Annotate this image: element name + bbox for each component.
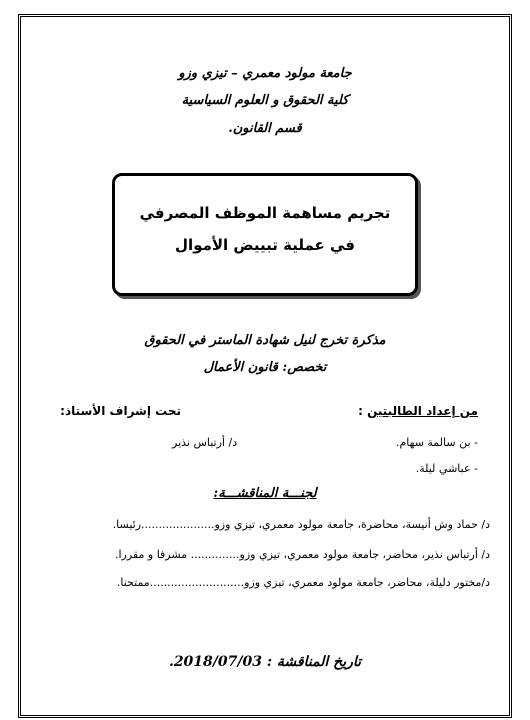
faculty-name: كلية الحقوق و العلوم السياسية (181, 93, 349, 108)
students-heading (358, 404, 478, 418)
student-2: - عباشي ليلة. (415, 462, 478, 475)
university-name: جامعة مولود معمري – تيزي وزو (178, 66, 352, 81)
students-heading-text: من إعداد الطالبتين (367, 404, 478, 418)
committee-member-3: د/مختور دليلة، محاضر، جامعة مولود معمري، تيزي وزو...........................ممتحنا. (116, 576, 490, 589)
specialty-value: قانون الأعمال (203, 360, 278, 375)
committee-heading-text: لجنـــة المناقشـــة: (213, 486, 317, 501)
committee-member-1: د/ حماد وش أنيسة، محاضرة، جامعة مولود معمري، تيزي وزو.....................رئيسا. (112, 518, 490, 531)
supervisor-name: د/ أرتباس نذير (172, 436, 238, 449)
department-name: قسم القانون. (228, 121, 302, 136)
thesis-title-line-2: في عملية تبييض الأموال (175, 236, 355, 254)
thesis-description: مذكرة تخرج لنيل شهادة الماستر في الحقوق (144, 333, 386, 348)
defense-date: تاريخ المناقشة : 2018/07/03. (168, 654, 362, 670)
student-1: - بن سالمة سهام. (395, 436, 478, 449)
supervisor-heading: تحت إشراف الأستاذ: (60, 404, 181, 418)
committee-heading (0, 486, 530, 501)
committee-member-2: د/ أرتباس نذير، محاضر، جامعة مولود معمري، تيزي وزو.............. مشرفا و مقررا. (115, 548, 490, 561)
thesis-title-line-1: تجريم مساهمة الموظف المصرفي (139, 204, 391, 222)
students-heading-colon: : (358, 404, 363, 418)
specialty-label: تخصص: (282, 360, 327, 375)
title-box (112, 173, 418, 296)
specialty (0, 360, 530, 375)
